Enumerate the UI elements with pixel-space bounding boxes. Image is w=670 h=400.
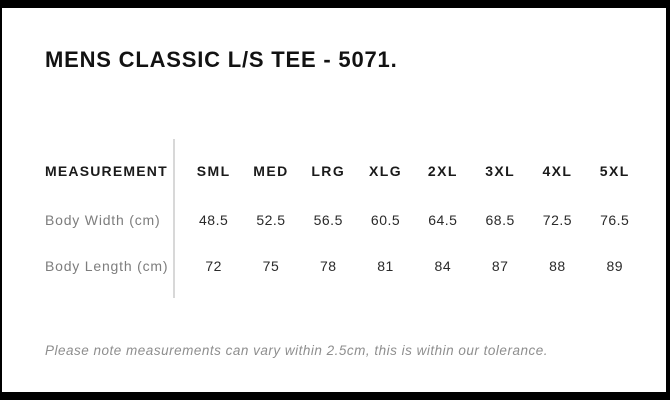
table-row-body-length	[45, 252, 645, 280]
measurement-header: MEASUREMENT	[45, 163, 168, 179]
size-header-lrg: LRG	[311, 163, 346, 179]
size-header-3xl: 3XL	[485, 163, 516, 179]
frame-bottom-bar	[0, 392, 670, 400]
body-width-value-lrg: 56.5	[313, 212, 343, 228]
body-width-value-sml: 48.5	[199, 212, 229, 228]
body-length-value-med: 75	[262, 258, 280, 274]
body-length-value-5xl: 89	[606, 258, 624, 274]
frame-left-border	[0, 0, 2, 400]
tolerance-note: Please note measurements can vary within 2.5cm, this is within our tolerance.	[45, 343, 548, 358]
body-width-value-3xl: 68.5	[485, 212, 515, 228]
size-header-5xl: 5XL	[599, 163, 630, 179]
frame-top-bar	[0, 0, 670, 8]
size-table-header-row	[45, 157, 645, 185]
size-header-med: MED	[253, 163, 289, 179]
body-width-value-4xl: 72.5	[542, 212, 573, 228]
frame-right-border	[666, 0, 670, 400]
size-header-sml: SML	[196, 163, 231, 179]
body-width-value-med: 52.5	[256, 212, 286, 228]
body-length-value-xlg: 81	[377, 258, 394, 274]
body-length-value-4xl: 88	[549, 258, 566, 274]
body-length-value-lrg: 78	[319, 258, 337, 274]
size-header-4xl: 4XL	[542, 163, 573, 179]
row-label-body-width: Body Width (cm)	[45, 212, 161, 228]
size-header-xlg: XLG	[369, 163, 403, 179]
body-width-value-xlg: 60.5	[370, 212, 401, 228]
table-row-body-width	[45, 206, 645, 234]
body-length-value-2xl: 84	[434, 258, 452, 274]
body-width-value-5xl: 76.5	[600, 212, 630, 228]
body-length-value-sml: 72	[205, 258, 222, 274]
row-label-body-length: Body Length (cm)	[45, 258, 169, 274]
body-length-value-3xl: 87	[491, 258, 509, 274]
page-title: MENS CLASSIC L/S TEE - 5071.	[45, 47, 398, 72]
size-header-2xl: 2XL	[427, 163, 458, 179]
body-width-value-2xl: 64.5	[428, 212, 458, 228]
